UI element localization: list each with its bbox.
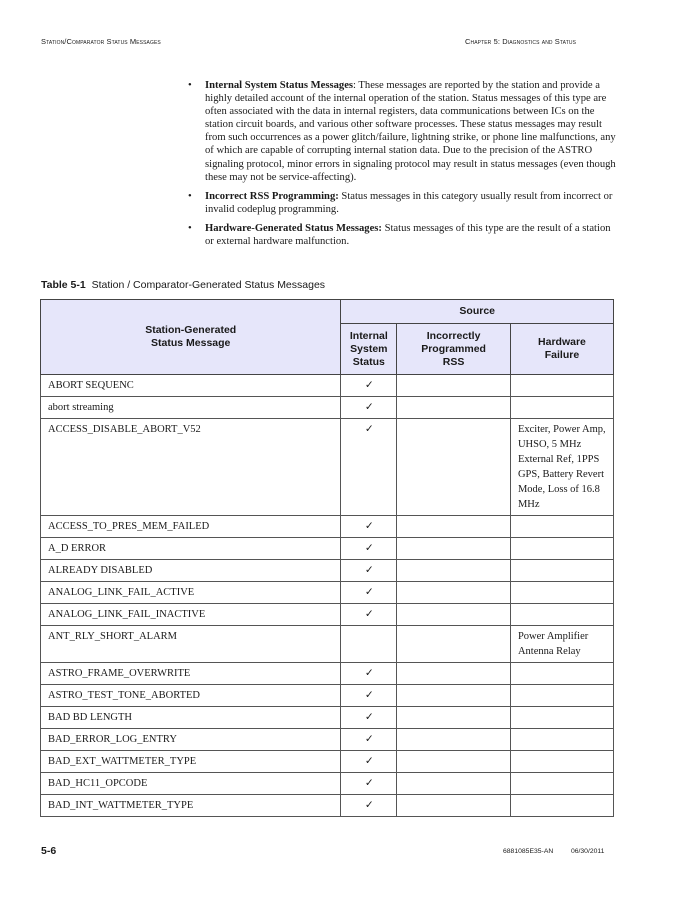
cell-incorrectly-programmed-rss xyxy=(397,560,511,582)
check-icon: ✓ xyxy=(341,685,397,707)
cell-hardware-failure xyxy=(510,685,613,707)
check-icon: ✓ xyxy=(341,538,397,560)
table-row xyxy=(41,729,614,751)
check-icon: ✓ xyxy=(341,375,397,397)
cell-message: BAD_ERROR_LOG_ENTRY xyxy=(41,729,341,751)
table-row xyxy=(41,538,614,560)
cell-message: BAD BD LENGTH xyxy=(41,707,341,729)
cell-hardware-failure xyxy=(510,707,613,729)
table-row xyxy=(41,560,614,582)
check-icon: ✓ xyxy=(341,751,397,773)
cell-incorrectly-programmed-rss xyxy=(397,663,511,685)
running-header-chapter: Chapter 5: Diagnostics and Status xyxy=(465,37,577,46)
document-date: 06/30/2011 xyxy=(570,848,605,855)
table-row xyxy=(41,375,614,397)
cell-hardware-failure xyxy=(510,663,613,685)
check-icon: ✓ xyxy=(341,419,397,516)
table-row xyxy=(41,773,614,795)
bullet-icon: • xyxy=(188,222,192,234)
cell-message: ACCESS_DISABLE_ABORT_V52 xyxy=(41,419,341,516)
table-row xyxy=(41,582,614,604)
cell-hardware-failure xyxy=(510,560,613,582)
cell-message: BAD_INT_WATTMETER_TYPE xyxy=(41,795,341,817)
cell-incorrectly-programmed-rss xyxy=(397,419,511,516)
cell-message: ABORT SEQUENC xyxy=(41,375,341,397)
cell-message: ANALOG_LINK_FAIL_ACTIVE xyxy=(41,582,341,604)
check-icon: ✓ xyxy=(341,795,397,817)
cell-hardware-failure xyxy=(510,582,613,604)
cell-hardware-failure xyxy=(510,397,613,419)
cell-hardware-failure xyxy=(510,773,613,795)
check-icon: ✓ xyxy=(341,773,397,795)
cell-message: ASTRO_TEST_TONE_ABORTED xyxy=(41,685,341,707)
running-header-section: Station/Comparator Status Messages xyxy=(41,37,161,46)
table-row xyxy=(41,516,614,538)
cell-message: ANALOG_LINK_FAIL_INACTIVE xyxy=(41,604,341,626)
header-internal-system-status: Internal System Status xyxy=(341,324,397,375)
table-row xyxy=(41,663,614,685)
table-row xyxy=(41,795,614,817)
cell-message: ASTRO_FRAME_OVERWRITE xyxy=(41,663,341,685)
cell-incorrectly-programmed-rss xyxy=(397,707,511,729)
header-incorrectly-programmed-rss: Incorrectly Programmed RSS xyxy=(397,324,511,375)
check-icon: ✓ xyxy=(341,729,397,751)
cell-message: abort streaming xyxy=(41,397,341,419)
table-caption-text: Station / Comparator-Generated Status Messages xyxy=(91,279,326,291)
bullet-hardware-generated xyxy=(188,222,618,248)
cell-hardware-failure xyxy=(510,604,613,626)
header-message: Station-Generated Status Message xyxy=(41,300,341,375)
cell-incorrectly-programmed-rss xyxy=(397,685,511,707)
bullet-list xyxy=(188,79,618,254)
cell-message: ALREADY DISABLED xyxy=(41,560,341,582)
table-row xyxy=(41,707,614,729)
table-row xyxy=(41,626,614,663)
bullet-term: Incorrect RSS Programming: xyxy=(205,190,339,202)
cell-incorrectly-programmed-rss xyxy=(397,751,511,773)
table-row xyxy=(41,751,614,773)
cell-message: BAD_HC11_OPCODE xyxy=(41,773,341,795)
bullet-internal-system-status xyxy=(188,79,618,184)
cell-incorrectly-programmed-rss xyxy=(397,729,511,751)
bullet-incorrect-rss-programming xyxy=(188,190,618,216)
check-icon: ✓ xyxy=(341,604,397,626)
table-row xyxy=(41,397,614,419)
bullet-text: Status messages in this category usually result from incorrect or invalid codeplug programming. xyxy=(205,190,613,215)
cell-incorrectly-programmed-rss xyxy=(397,397,511,419)
bullet-term: Hardware-Generated Status Messages: xyxy=(205,222,382,234)
cell-incorrectly-programmed-rss xyxy=(397,795,511,817)
cell-hardware-failure xyxy=(510,729,613,751)
cell-message: A_D ERROR xyxy=(41,538,341,560)
check-icon: ✓ xyxy=(341,560,397,582)
cell-hardware-failure xyxy=(510,538,613,560)
page-number: 5-6 xyxy=(41,845,57,857)
bullet-term: Internal System Status Messages xyxy=(205,80,354,91)
cell-hardware-failure: Exciter, Power Amp, UHSO, 5 MHz External Ref, 1PPS GPS, Battery Revert Mode, Loss of 16.8 MHz xyxy=(510,419,613,516)
bullet-term-separator: : xyxy=(353,80,356,91)
bullet-text: These messages are reported by the station and provide a highly detailed account of the internal operation of the station. Status messages of this type are often associated with the data in internal registers, data communications between ICs on the station circuit boards, and various other software processes. These status messages may result from such occurrences as a power glitch/failure, lightning strike, or phone line malfunctions, any of which are capable of corrupting internal station data. Due to the precision of the ASTRO signaling protocol, minor errors in signaling protocol may result in status messages (even though these may not be service-affecting). xyxy=(205,80,616,183)
cell-incorrectly-programmed-rss xyxy=(397,516,511,538)
table-row xyxy=(41,604,614,626)
table-caption xyxy=(41,279,325,291)
table-caption-label: Table 5-1 xyxy=(41,279,86,291)
bullet-icon: • xyxy=(188,80,192,91)
check-icon: ✓ xyxy=(341,516,397,538)
footer-doc-info xyxy=(503,848,604,855)
cell-hardware-failure xyxy=(510,795,613,817)
cell-incorrectly-programmed-rss xyxy=(397,582,511,604)
cell-hardware-failure xyxy=(510,751,613,773)
table-body xyxy=(41,375,614,817)
check-icon: ✓ xyxy=(341,707,397,729)
header-source: Source xyxy=(341,300,614,324)
cell-hardware-failure xyxy=(510,516,613,538)
cell-message: BAD_EXT_WATTMETER_TYPE xyxy=(41,751,341,773)
table-row xyxy=(41,685,614,707)
cell-internal-system-status xyxy=(341,626,397,663)
cell-incorrectly-programmed-rss xyxy=(397,626,511,663)
cell-hardware-failure: Power Amplifier Antenna Relay xyxy=(510,626,613,663)
check-icon: ✓ xyxy=(341,397,397,419)
cell-message: ACCESS_TO_PRES_MEM_FAILED xyxy=(41,516,341,538)
cell-incorrectly-programmed-rss xyxy=(397,375,511,397)
cell-incorrectly-programmed-rss xyxy=(397,604,511,626)
document-id: 6881085E35-AN xyxy=(503,848,554,855)
cell-hardware-failure xyxy=(510,375,613,397)
table-row xyxy=(41,419,614,516)
cell-message: ANT_RLY_SHORT_ALARM xyxy=(41,626,341,663)
bullet-icon: • xyxy=(188,190,192,202)
cell-incorrectly-programmed-rss xyxy=(397,538,511,560)
check-icon: ✓ xyxy=(341,663,397,685)
header-hardware-failure: Hardware Failure xyxy=(510,324,613,375)
bullet-text: Status messages of this type are the result of a station or external hardware malfunction. xyxy=(205,222,611,248)
check-icon: ✓ xyxy=(341,582,397,604)
cell-incorrectly-programmed-rss xyxy=(397,773,511,795)
status-messages-table xyxy=(40,299,614,817)
